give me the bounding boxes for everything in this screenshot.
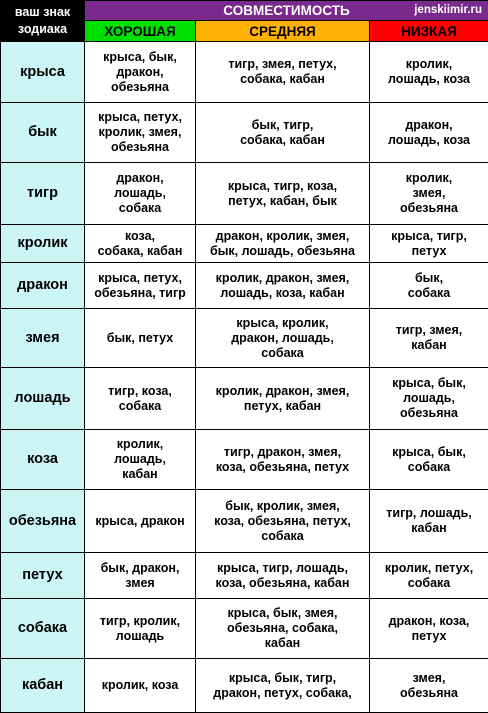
compat-good-cell — [85, 599, 196, 659]
compat-line: кабан — [372, 521, 486, 536]
zodiac-sign-cell: петух — [1, 553, 85, 599]
compat-good-cell — [85, 263, 196, 309]
compat-line: кролик, дракон, змея, — [198, 384, 367, 399]
compat-line: бык, петух — [87, 331, 193, 346]
compat-line: собака — [372, 576, 486, 591]
compat-line: кабан — [87, 467, 193, 482]
compat-line: бык, лошадь, обезьяна — [198, 244, 367, 259]
compat-line: лошадь, — [87, 186, 193, 201]
column-good-header: ХОРОШАЯ — [85, 21, 196, 42]
compat-line: обезьяна — [372, 686, 486, 701]
compat-line: петух — [372, 629, 486, 644]
compat-line: обезьяна — [87, 140, 193, 155]
table-row — [1, 225, 488, 263]
compat-line: крыса, тигр, коза, — [198, 179, 367, 194]
compat-line: собака, кабан — [87, 244, 193, 259]
compat-low-cell — [370, 490, 488, 553]
compat-line: крыса, бык, тигр, — [198, 671, 367, 686]
compat-line: кролик, дракон, змея, — [198, 271, 367, 286]
compat-line: кролик, коза — [87, 678, 193, 693]
table-row — [1, 263, 488, 309]
compat-line: коза, обезьяна, петух, — [198, 514, 367, 529]
compat-line: кролик, — [372, 171, 486, 186]
header-row-top — [1, 1, 488, 21]
compat-line: лошадь, коза, кабан — [198, 286, 367, 301]
compat-good-cell — [85, 490, 196, 553]
compat-line: обезьяна — [372, 406, 486, 421]
table-row — [1, 430, 488, 490]
table-row — [1, 368, 488, 430]
compat-line: собака — [372, 460, 486, 475]
zodiac-sign-cell: собака — [1, 599, 85, 659]
compat-line: собака — [87, 201, 193, 216]
compat-medium-cell — [196, 163, 370, 225]
compat-line: змея, — [372, 186, 486, 201]
compat-line: крыса, бык, — [372, 445, 486, 460]
table-row — [1, 42, 488, 103]
zodiac-sign-cell: змея — [1, 309, 85, 368]
compat-line: крыса, петух, — [87, 271, 193, 286]
compat-low-cell — [370, 103, 488, 163]
compat-good-cell — [85, 42, 196, 103]
compat-line: коза, обезьяна, петух — [198, 460, 367, 475]
compat-good-cell — [85, 430, 196, 490]
zodiac-sign-cell: кабан — [1, 659, 85, 713]
compat-line: крыса, кролик, — [198, 316, 367, 331]
compat-good-cell — [85, 368, 196, 430]
compat-good-cell — [85, 553, 196, 599]
compat-line: петух, кабан, бык — [198, 194, 367, 209]
compat-medium-cell — [196, 225, 370, 263]
compat-low-cell — [370, 659, 488, 713]
compat-line: собака — [372, 286, 486, 301]
compat-line: лошадь, коза — [372, 133, 486, 148]
title-text: СОВМЕСТИМОСТЬ — [223, 3, 349, 18]
compat-medium-cell — [196, 659, 370, 713]
zodiac-sign-cell: бык — [1, 103, 85, 163]
compat-line: крыса, дракон — [87, 514, 193, 529]
compat-medium-cell — [196, 553, 370, 599]
compat-line: петух, кабан — [198, 399, 367, 414]
compat-line: крыса, бык, змея, — [198, 606, 367, 621]
table-row — [1, 103, 488, 163]
compat-low-cell — [370, 599, 488, 659]
compat-line: крыса, бык, — [87, 50, 193, 65]
compat-low-cell — [370, 263, 488, 309]
compat-line: бык, — [372, 271, 486, 286]
compat-line: лошадь, коза — [372, 72, 486, 87]
compat-low-cell — [370, 430, 488, 490]
compat-good-cell — [85, 103, 196, 163]
compat-line: кролик, змея, — [87, 125, 193, 140]
compat-low-cell — [370, 42, 488, 103]
compat-line: обезьяна — [372, 201, 486, 216]
compat-line: собака, кабан — [198, 72, 367, 87]
compat-low-cell — [370, 368, 488, 430]
corner-label — [1, 1, 85, 42]
compat-line: дракон, кролик, змея, — [198, 229, 367, 244]
compat-line: тигр, дракон, змея, — [198, 445, 367, 460]
compat-line: крыса, тигр, — [372, 229, 486, 244]
zodiac-sign-cell: тигр — [1, 163, 85, 225]
compat-line: змея — [87, 576, 193, 591]
zodiac-sign-cell: кролик — [1, 225, 85, 263]
compat-medium-cell — [196, 430, 370, 490]
compat-medium-cell — [196, 309, 370, 368]
compat-line: кролик, петух, — [372, 561, 486, 576]
compat-line: дракон, — [87, 171, 193, 186]
compat-line: собака — [198, 529, 367, 544]
compat-low-cell — [370, 309, 488, 368]
compat-line: лошадь — [87, 629, 193, 644]
compat-line: дракон, — [87, 65, 193, 80]
compat-line: петух — [372, 244, 486, 259]
table-row — [1, 659, 488, 713]
compat-medium-cell — [196, 599, 370, 659]
column-low-header: НИЗКАЯ — [370, 21, 488, 42]
compat-line: обезьяна, тигр — [87, 286, 193, 301]
compat-good-cell — [85, 225, 196, 263]
table-row — [1, 599, 488, 659]
zodiac-sign-cell: лошадь — [1, 368, 85, 430]
table-row — [1, 490, 488, 553]
compat-line: крыса, бык, — [372, 376, 486, 391]
compat-low-cell — [370, 163, 488, 225]
compat-low-cell — [370, 225, 488, 263]
compat-line: собака — [87, 399, 193, 414]
table-row — [1, 553, 488, 599]
compat-line: дракон, лошадь, — [198, 331, 367, 346]
compat-line: кабан — [198, 636, 367, 651]
compat-line: тигр, змея, — [372, 323, 486, 338]
compat-low-cell — [370, 553, 488, 599]
zodiac-sign-cell: крыса — [1, 42, 85, 103]
corner-line-2: зодиака — [3, 21, 82, 38]
compat-good-cell — [85, 659, 196, 713]
compat-line: дракон, петух, собака, — [198, 686, 367, 701]
zodiac-sign-cell: коза — [1, 430, 85, 490]
compatibility-title — [85, 1, 488, 21]
compat-medium-cell — [196, 368, 370, 430]
compat-line: дракон, — [372, 118, 486, 133]
table-body — [1, 42, 488, 713]
compat-line: коза, — [87, 229, 193, 244]
compat-line: кабан — [372, 338, 486, 353]
compat-line: обезьяна — [87, 80, 193, 95]
compat-good-cell — [85, 163, 196, 225]
corner-line-1: ваш знак — [3, 4, 82, 21]
table-row — [1, 309, 488, 368]
compat-line: обезьяна, собака, — [198, 621, 367, 636]
compat-line: кролик, — [87, 437, 193, 452]
compat-line: собака, кабан — [198, 133, 367, 148]
compat-medium-cell — [196, 42, 370, 103]
compat-line: дракон, коза, — [372, 614, 486, 629]
compat-line: крыса, петух, — [87, 110, 193, 125]
compat-line: бык, кролик, змея, — [198, 499, 367, 514]
zodiac-sign-cell: дракон — [1, 263, 85, 309]
column-medium-header: СРЕДНЯЯ — [196, 21, 370, 42]
compat-line: змея, — [372, 671, 486, 686]
compat-medium-cell — [196, 490, 370, 553]
compat-line: бык, дракон, — [87, 561, 193, 576]
compat-medium-cell — [196, 263, 370, 309]
compat-line: бык, тигр, — [198, 118, 367, 133]
compat-line: лошадь, — [372, 391, 486, 406]
site-link[interactable]: jenskiimir.ru — [414, 3, 482, 18]
table-row — [1, 163, 488, 225]
compat-line: тигр, змея, петух, — [198, 57, 367, 72]
compat-line: коза, обезьяна, кабан — [198, 576, 367, 591]
compat-line: собака — [198, 346, 367, 361]
compat-line: лошадь, — [87, 452, 193, 467]
compat-medium-cell — [196, 103, 370, 163]
compat-good-cell — [85, 309, 196, 368]
zodiac-sign-cell: обезьяна — [1, 490, 85, 553]
compat-line: кролик, — [372, 57, 486, 72]
compat-line: тигр, коза, — [87, 384, 193, 399]
compat-line: тигр, лошадь, — [372, 506, 486, 521]
compat-line: крыса, тигр, лошадь, — [198, 561, 367, 576]
compat-line: тигр, кролик, — [87, 614, 193, 629]
